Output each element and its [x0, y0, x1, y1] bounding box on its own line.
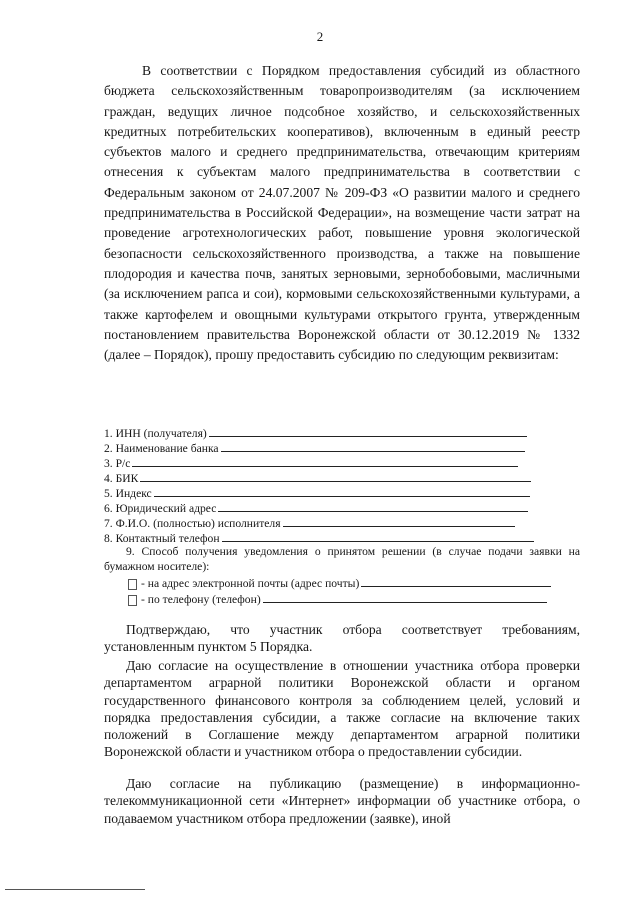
- intro-text: В соответствии с Порядком предоставления субсидий из областного бюджета сельскохозяйственным товаропроизводителям (за исключением граждан, ведущих личное подсобное хозяйство, и сельскохозяйственных кредитных потребительских кооперативов), включенным в единый реестр субъектов малого и среднего предпринимательства, отвечающим критериям отнесения к субъектам малого предпринимательства в соответствии с Федеральным законом от 24.07.2007 № 209-ФЗ «О развитии малого и среднего предпринимательства в Российской Федерации», на возмещение части затрат на проведение агротехнологических работ, повышение уровня экологической безопасности сельскохозяйственного производства, а также на повышение плодородия и качества почв, занятых зерновыми, зернобобовыми, масличными (за исключением рапса и сои), кормовыми сельскохозяйственными культурами, а также картофелем и овощными культурами открытого грунта, утвержденным постановлением правительства Воронежской области от 30.12.2019 № 1332 (далее – Порядок), прошу предоставить субсидию по следующим реквизитам:: [104, 63, 580, 363]
- requisite-index: [104, 484, 530, 500]
- checkbox[interactable]: [128, 595, 137, 606]
- fill-line[interactable]: [140, 480, 531, 482]
- paragraph-text: Даю согласие на осуществление в отношении участника отбора проверки департаментом аграрной политики Воронежской области и органом государственного финансового контроля за соблюдением целей, условий и порядка предоставления субсидии, а также согласие на включение таких положений в Соглашение между департаментом аграрной политики Воронежской области и участником отбора о предоставлении субсидии.: [104, 658, 580, 760]
- requisite-label: 8. Контактный телефон: [104, 532, 220, 545]
- requisite-legal-address: [104, 499, 528, 515]
- requisite-label: 4. БИК: [104, 472, 139, 485]
- intro-paragraph: [104, 61, 580, 365]
- requisite-label: 6. Юридический адрес: [104, 502, 217, 515]
- requisite-account: [104, 454, 518, 470]
- requisite-inn: [104, 424, 527, 440]
- fill-line[interactable]: [218, 510, 528, 512]
- paragraph-consent-publication: [104, 775, 580, 827]
- paragraph-confirm: [104, 621, 580, 656]
- requisite-phone: [104, 529, 534, 545]
- option-email: [128, 574, 551, 590]
- requisite-label: 7. Ф.И.О. (полностью) исполнителя: [104, 517, 281, 530]
- fill-line[interactable]: [132, 465, 518, 467]
- requisite-label: 5. Индекс: [104, 487, 152, 500]
- paragraph-consent-check: [104, 657, 580, 761]
- fill-line[interactable]: [361, 585, 551, 587]
- option-label: - по телефону (телефон): [141, 593, 261, 606]
- option-label: - на адрес электронной почты (адрес почты): [141, 577, 360, 590]
- fill-line[interactable]: [221, 450, 525, 452]
- fill-line[interactable]: [222, 540, 534, 542]
- checkbox[interactable]: [128, 579, 137, 590]
- fill-line[interactable]: [154, 495, 530, 497]
- requisite-label: 9. Способ получения уведомления о принятом решении (в случае подачи заявки на бумажном носителе):: [104, 545, 580, 573]
- fill-line[interactable]: [209, 435, 527, 437]
- requisite-executor: [104, 514, 515, 530]
- requisite-bank: [104, 439, 525, 455]
- fill-line[interactable]: [283, 525, 515, 527]
- fill-line[interactable]: [263, 601, 547, 603]
- requisite-label: 2. Наименование банка: [104, 442, 219, 455]
- requisite-label: 1. ИНН (получателя): [104, 427, 207, 440]
- requisite-notification-method: [104, 544, 580, 574]
- page-number: 2: [316, 29, 324, 44]
- option-phone: [128, 590, 547, 606]
- paragraph-text: Подтверждаю, что участник отбора соответствует требованиям, установленным пунктом 5 Порядка.: [104, 622, 580, 655]
- paragraph-text: Даю согласие на публикацию (размещение) в информационно-телекоммуникационной сети «Интернет» информации об участнике отбора, о подаваемом участником отбора предложении (заявке), иной: [104, 776, 580, 826]
- requisite-label: 3. Р/с: [104, 457, 131, 470]
- footer-rule: [5, 889, 145, 890]
- requisite-bik: [104, 469, 531, 485]
